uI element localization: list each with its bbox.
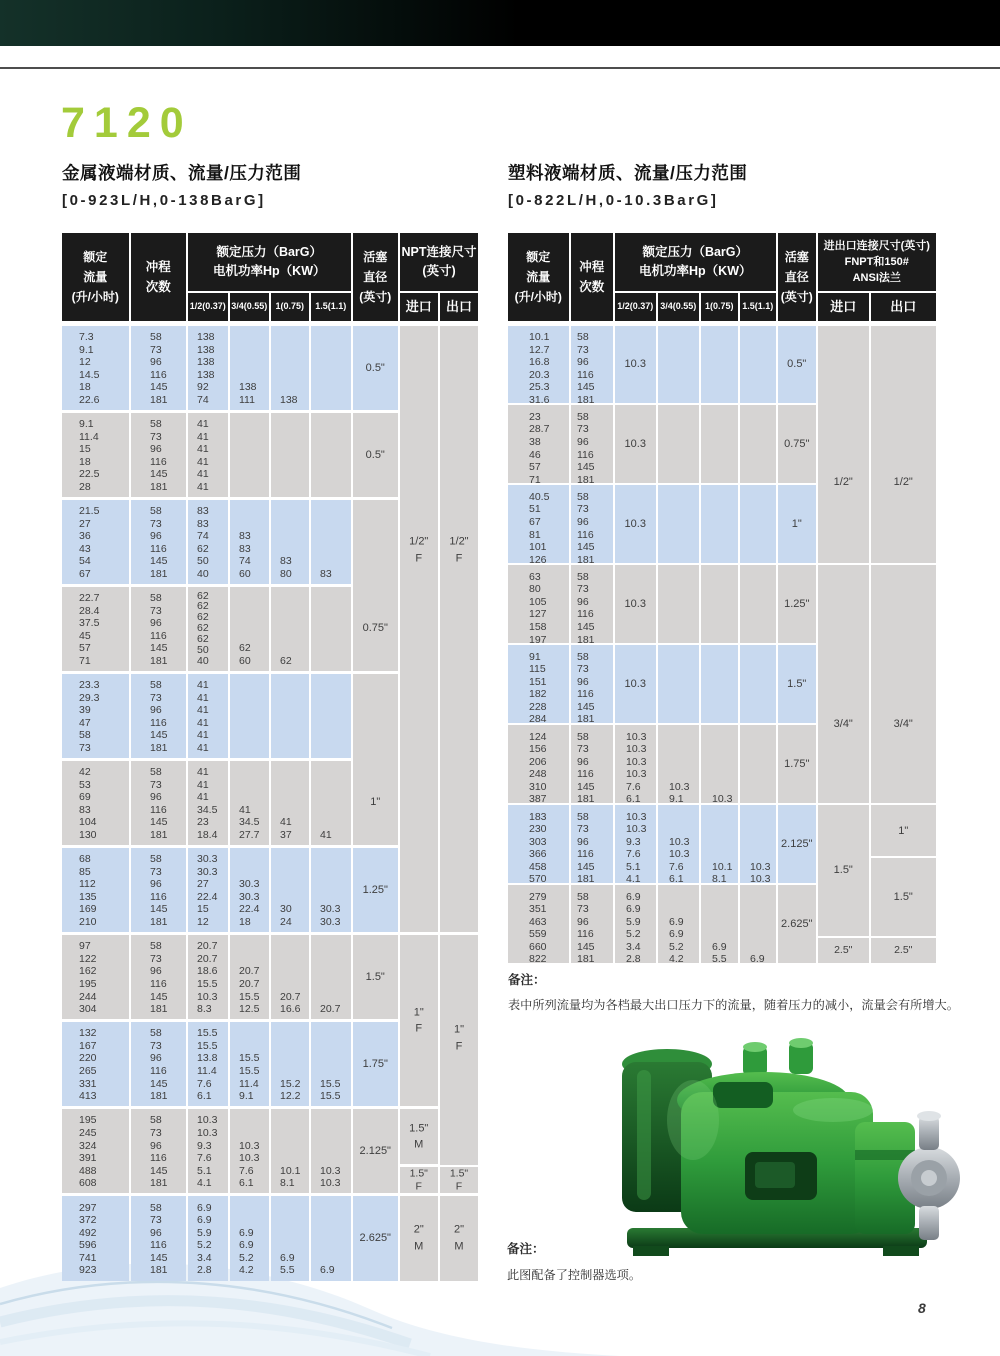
p1-cell: 6.9 5.5 <box>701 885 738 962</box>
p1-cell: 83 80 <box>271 500 309 585</box>
p075-cell: 10.3 10.3 7.6 6.1 <box>658 805 699 882</box>
p075-cell <box>230 674 269 759</box>
header-cell: 3/4(0.55) <box>658 293 699 321</box>
p05-cell: 10.3 <box>615 485 656 562</box>
p075-cell: 138 111 <box>230 326 269 411</box>
piston-cell: 0.5" <box>353 413 398 498</box>
flow-cell: 97 122 162 195 244 304 <box>62 935 129 1020</box>
p075-cell <box>658 405 699 482</box>
p1-cell: 30 24 <box>271 848 309 933</box>
header-cell: 1.5(1.1) <box>311 293 351 321</box>
p15-cell <box>740 565 776 642</box>
header-cell: 1(0.75) <box>701 293 738 321</box>
cin-cell: 1.5" F <box>400 1167 438 1193</box>
cin-cell: 2.5" <box>818 938 869 962</box>
p15-cell <box>311 413 351 498</box>
p05-cell: 10.3 <box>615 326 656 403</box>
strokes-cell: 58 73 96 116 145 181 <box>571 565 613 642</box>
p05-cell: 41 41 41 41 41 41 <box>188 413 228 498</box>
left-table-title: 金属液端材质、流量/压力范围 <box>62 163 302 183</box>
strokes-cell: 58 73 96 116 145 181 <box>131 326 186 411</box>
p1-cell <box>701 405 738 482</box>
cout-cell: 1.5" F <box>440 1167 478 1193</box>
cout-cell: 1.5" <box>871 858 936 935</box>
piston-cell: 1" <box>353 674 398 846</box>
left-note-text: 此图配备了控制器选项。 <box>507 1268 642 1282</box>
flow-cell: 124 156 206 248 310 387 <box>508 725 569 802</box>
p1-cell: 138 <box>271 326 309 411</box>
cin-cell: 1.5" M <box>400 1109 438 1165</box>
p1-cell: 41 37 <box>271 761 309 846</box>
p05-cell: 10.3 10.3 9.3 7.6 5.1 4.1 <box>188 1109 228 1194</box>
piston-cell: 1.5" <box>778 645 816 722</box>
flow-cell: 91 115 151 182 228 284 <box>508 645 569 722</box>
p15-cell <box>311 587 351 672</box>
p1-cell <box>271 413 309 498</box>
p075-cell <box>658 326 699 403</box>
p1-cell: 20.7 16.6 <box>271 935 309 1020</box>
piston-cell: 0.5" <box>778 326 816 403</box>
p15-cell <box>740 645 776 722</box>
header-cell: 进出口连接尺寸(英寸) FNPT和150# ANSI法兰 <box>818 233 936 291</box>
p05-cell: 30.3 30.3 27 22.4 15 12 <box>188 848 228 933</box>
p05-cell: 10.3 10.3 10.3 10.3 7.6 6.1 <box>615 725 656 802</box>
p075-cell: 20.7 20.7 15.5 12.5 <box>230 935 269 1020</box>
piston-cell: 2.125" <box>353 1109 398 1194</box>
flow-cell: 9.1 11.4 15 18 22.5 28 <box>62 413 129 498</box>
p05-cell: 138 138 138 138 92 74 <box>188 326 228 411</box>
header-rule <box>0 67 1000 69</box>
p05-cell: 83 83 74 62 50 40 <box>188 500 228 585</box>
strokes-cell: 58 73 96 116 145 181 <box>131 1022 186 1107</box>
piston-cell: 1.25" <box>353 848 398 933</box>
p05-cell: 15.5 15.5 13.8 11.4 7.6 6.1 <box>188 1022 228 1107</box>
flow-cell: 40.5 51 67 81 101 126 <box>508 485 569 562</box>
p15-cell <box>740 326 776 403</box>
p075-cell: 83 83 74 60 <box>230 500 269 585</box>
flow-cell: 23 28.7 38 46 57 71 <box>508 405 569 482</box>
flow-cell: 195 245 324 391 488 608 <box>62 1109 129 1194</box>
cout-cell: 3/4" <box>871 565 936 802</box>
header-cell: 1/2(0.37) <box>188 293 228 321</box>
p05-cell: 10.3 10.3 9.3 7.6 5.1 4.1 <box>615 805 656 882</box>
strokes-cell: 58 73 96 116 145 181 <box>571 885 613 962</box>
header-cell: 1/2(0.37) <box>615 293 656 321</box>
right-table-subtitle: [0-822L/H,0-10.3BarG] <box>508 192 719 209</box>
piston-cell: 1" <box>778 485 816 562</box>
cin-cell: 1.5" <box>818 805 869 936</box>
strokes-cell: 58 73 96 116 145 181 <box>131 413 186 498</box>
piston-cell: 1.5" <box>353 935 398 1020</box>
p15-cell <box>740 405 776 482</box>
pump-photo <box>593 1030 973 1280</box>
cin-cell: 1" F <box>400 935 438 1107</box>
cout-cell: 1/2" <box>871 326 936 563</box>
p075-cell: 15.5 15.5 11.4 9.1 <box>230 1022 269 1107</box>
p15-cell: 10.3 10.3 <box>740 805 776 882</box>
p15-cell: 6.9 <box>740 885 776 962</box>
piston-cell: 0.5" <box>353 326 398 411</box>
p1-cell: 10.1 8.1 <box>701 805 738 882</box>
p15-cell: 41 <box>311 761 351 846</box>
p075-cell: 6.9 6.9 5.2 4.2 <box>658 885 699 962</box>
piston-cell: 1.25" <box>778 565 816 642</box>
flow-cell: 22.7 28.4 37.5 45 57 71 <box>62 587 129 672</box>
p15-cell <box>311 326 351 411</box>
p075-cell: 6.9 6.9 5.2 4.2 <box>230 1196 269 1281</box>
right-note-text: 表中所列流量均为各档最大出口压力下的流量，随着压力的减小，流量会有所增大。 <box>508 998 959 1012</box>
p15-cell <box>740 485 776 562</box>
strokes-cell: 58 73 96 116 145 181 <box>131 1196 186 1281</box>
page-title: 7120 <box>61 99 193 147</box>
p15-cell: 15.5 15.5 <box>311 1022 351 1107</box>
cout-cell: 2.5" <box>871 938 936 962</box>
strokes-cell: 58 73 96 116 145 181 <box>131 848 186 933</box>
p05-cell: 6.9 6.9 5.9 5.2 3.4 2.8 <box>615 885 656 962</box>
p15-cell: 20.7 <box>311 935 351 1020</box>
flow-cell: 183 230 303 366 458 570 <box>508 805 569 882</box>
p1-cell: 6.9 5.5 <box>271 1196 309 1281</box>
p05-cell: 10.3 <box>615 645 656 722</box>
flow-cell: 21.5 27 36 43 54 67 <box>62 500 129 585</box>
p075-cell <box>658 565 699 642</box>
header-cell: 活塞 直径 (英寸) <box>778 233 816 321</box>
strokes-cell: 58 73 96 116 145 181 <box>571 725 613 802</box>
p05-cell: 41 41 41 34.5 23 18.4 <box>188 761 228 846</box>
strokes-cell: 58 73 96 116 145 181 <box>131 500 186 585</box>
header-cell: 3/4(0.55) <box>230 293 269 321</box>
header-cell: 1.5(1.1) <box>740 293 776 321</box>
header-cell: 出口 <box>871 293 936 321</box>
p15-cell: 83 <box>311 500 351 585</box>
flow-cell: 297 372 492 596 741 923 <box>62 1196 129 1281</box>
strokes-cell: 58 73 96 116 145 181 <box>571 645 613 722</box>
p1-cell <box>701 326 738 403</box>
top-banner <box>0 0 1000 46</box>
header-cell: 冲程 次数 <box>571 233 613 321</box>
p15-cell <box>311 674 351 759</box>
p075-cell: 41 34.5 27.7 <box>230 761 269 846</box>
p05-cell: 20.7 20.7 18.6 15.5 10.3 8.3 <box>188 935 228 1020</box>
piston-cell: 1.75" <box>353 1022 398 1107</box>
cout-cell: 1" <box>871 805 936 856</box>
header-cell: 额定 流量 (升/小时) <box>508 233 569 321</box>
left-note-label: 备注： <box>507 1242 545 1256</box>
flow-cell: 63 80 105 127 158 197 <box>508 565 569 642</box>
p05-cell: 10.3 <box>615 565 656 642</box>
p15-cell <box>740 725 776 802</box>
p075-cell <box>658 485 699 562</box>
p05-cell: 41 41 41 41 41 41 <box>188 674 228 759</box>
cin-cell: 3/4" <box>818 565 869 802</box>
p15-cell: 30.3 30.3 <box>311 848 351 933</box>
p05-cell: 62 62 62 62 62 50 40 <box>188 587 228 672</box>
page-number: 8 <box>918 1300 926 1316</box>
p1-cell <box>701 485 738 562</box>
p075-cell <box>658 645 699 722</box>
header-cell: 额定 流量 (升/小时) <box>62 233 129 321</box>
piston-cell: 2.125" <box>778 805 816 882</box>
flow-cell: 7.3 9.1 12 14.5 18 22.6 <box>62 326 129 411</box>
p15-cell: 6.9 <box>311 1196 351 1281</box>
p075-cell: 62 60 <box>230 587 269 672</box>
p075-cell: 10.3 10.3 7.6 6.1 <box>230 1109 269 1194</box>
left-table-subtitle: [0-923L/H,0-138BarG] <box>62 192 266 209</box>
piston-cell: 2.625" <box>353 1196 398 1281</box>
cout-cell: 2" M <box>440 1196 478 1281</box>
flow-cell: 10.1 12.7 16.8 20.3 25.3 31.6 <box>508 326 569 403</box>
piston-cell: 1.75" <box>778 725 816 802</box>
strokes-cell: 58 73 96 116 145 181 <box>571 326 613 403</box>
p075-cell: 30.3 30.3 22.4 18 <box>230 848 269 933</box>
flow-cell: 132 167 220 265 331 413 <box>62 1022 129 1107</box>
p1-cell <box>701 565 738 642</box>
piston-cell: 0.75" <box>778 405 816 482</box>
p1-cell <box>271 674 309 759</box>
p1-cell <box>701 645 738 722</box>
header-cell: NPT连接尺寸 (英寸) <box>400 233 478 291</box>
p1-cell: 10.1 8.1 <box>271 1109 309 1194</box>
p1-cell: 15.2 12.2 <box>271 1022 309 1107</box>
strokes-cell: 58 73 96 116 145 181 <box>571 405 613 482</box>
right-note-label: 备注： <box>508 973 546 987</box>
cin-cell: 1/2" <box>818 326 869 563</box>
p15-cell: 10.3 10.3 <box>311 1109 351 1194</box>
header-cell: 冲程 次数 <box>131 233 186 321</box>
flow-cell: 42 53 69 83 104 130 <box>62 761 129 846</box>
strokes-cell: 58 73 96 116 145 181 <box>131 935 186 1020</box>
strokes-cell: 58 73 96 116 145 181 <box>571 485 613 562</box>
strokes-cell: 58 73 96 116 145 181 <box>571 805 613 882</box>
flow-cell: 279 351 463 559 660 822 <box>508 885 569 962</box>
strokes-cell: 58 73 96 116 145 181 <box>131 587 186 672</box>
strokes-cell: 58 73 96 116 145 181 <box>131 1109 186 1194</box>
p1-cell: 62 <box>271 587 309 672</box>
cin-cell: 2" M <box>400 1196 438 1281</box>
p1-cell: 10.3 <box>701 725 738 802</box>
header-cell: 1(0.75) <box>271 293 309 321</box>
header-cell: 额定压力（BarG） 电机功率Hp（KW） <box>188 233 351 291</box>
piston-cell: 2.625" <box>778 885 816 962</box>
header-cell: 进口 <box>400 293 438 321</box>
p05-cell: 6.9 6.9 5.9 5.2 3.4 2.8 <box>188 1196 228 1281</box>
p075-cell <box>230 413 269 498</box>
piston-cell: 0.75" <box>353 500 398 672</box>
header-cell: 额定压力（BarG） 电机功率Hp（KW） <box>615 233 776 291</box>
p075-cell: 10.3 9.1 <box>658 725 699 802</box>
header-cell: 进口 <box>818 293 869 321</box>
flow-cell: 68 85 112 135 169 210 <box>62 848 129 933</box>
right-table-title: 塑料液端材质、流量/压力范围 <box>508 163 748 183</box>
p05-cell: 10.3 <box>615 405 656 482</box>
cout-cell: 1" F <box>440 935 478 1165</box>
strokes-cell: 58 73 96 116 145 181 <box>131 761 186 846</box>
strokes-cell: 58 73 96 116 145 181 <box>131 674 186 759</box>
cout-cell: 1/2" F <box>440 326 478 933</box>
flow-cell: 23.3 29.3 39 47 58 73 <box>62 674 129 759</box>
cin-cell: 1/2" F <box>400 326 438 933</box>
header-cell: 出口 <box>440 293 478 321</box>
header-cell: 活塞 直径 (英寸) <box>353 233 398 321</box>
